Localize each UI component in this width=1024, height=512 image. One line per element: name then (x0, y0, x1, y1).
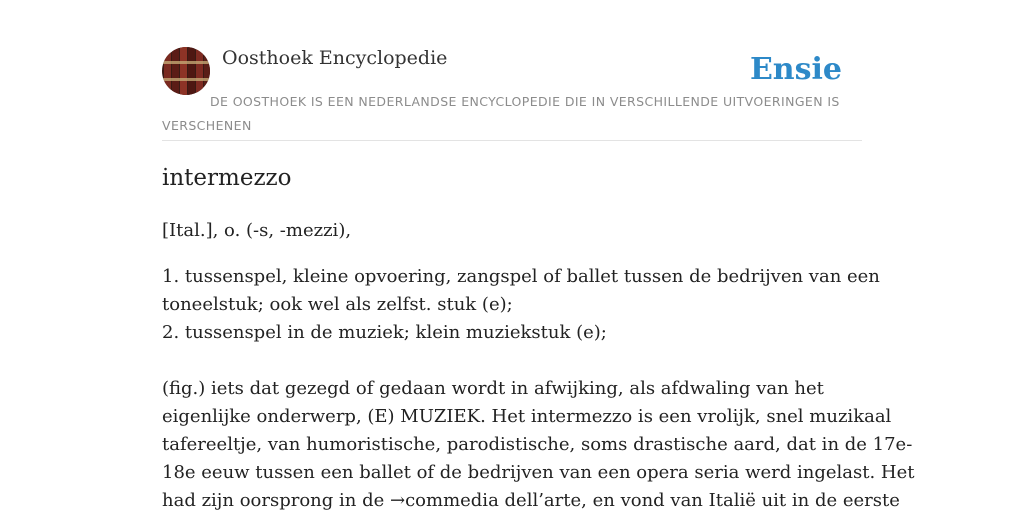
encyclopedia-avatar[interactable] (162, 47, 210, 95)
ensie-logo-link[interactable]: Ensie (749, 52, 842, 87)
entry-definition (162, 263, 915, 512)
figurative-line-2: eigenlijke onderwerp, (E) MUZIEK. Het intermezzo is een vrolijk, snel muzikaal (162, 406, 892, 427)
site-tagline: DE OOSTHOEK IS EEN NEDERLANDSE ENCYCLOPEDIE DIE IN VERSCHILLENDE UITVOERINGEN IS VERSCHENEN (162, 94, 840, 133)
definition-1-line-2: toneelstuk; ook wel als zelfst. stuk (e); (162, 294, 513, 315)
figurative-line-5-end: , en vond van Italië uit in de eerste (581, 490, 900, 511)
figurative-line-5-start: had zijn oorsprong in de (162, 490, 390, 511)
figurative-line-5 (162, 487, 900, 512)
entry-content (162, 160, 915, 511)
site-header (162, 46, 862, 141)
entry-title: intermezzo (162, 165, 292, 191)
site-title[interactable]: Oosthoek Encyclopedie (222, 47, 448, 69)
figurative-line-1: (fig.) iets dat gezegd of gedaan wordt in afwijking, als afdwaling van het (162, 378, 824, 399)
figurative-line-3: tafereeltje, van humoristische, parodistische, soms drastische aard, dat in de 17e- (162, 434, 913, 455)
paragraph-gap (162, 347, 862, 375)
figurative-line-4: 18e eeuw tussen een ballet of de bedrijven van een opera seria werd ingelast. Het (162, 462, 915, 483)
definition-1-line-1: 1. tussenspel, kleine opvoering, zangspel of ballet tussen de bedrijven van een (162, 266, 880, 287)
definition-2: 2. tussenspel in de muziek; klein muziekstuk (e); (162, 322, 607, 343)
commedia-dellarte-link[interactable]: →commedia dell’arte (390, 490, 582, 511)
entry-grammar: [Ital.], o. (-s, -mezzi), (162, 220, 352, 241)
